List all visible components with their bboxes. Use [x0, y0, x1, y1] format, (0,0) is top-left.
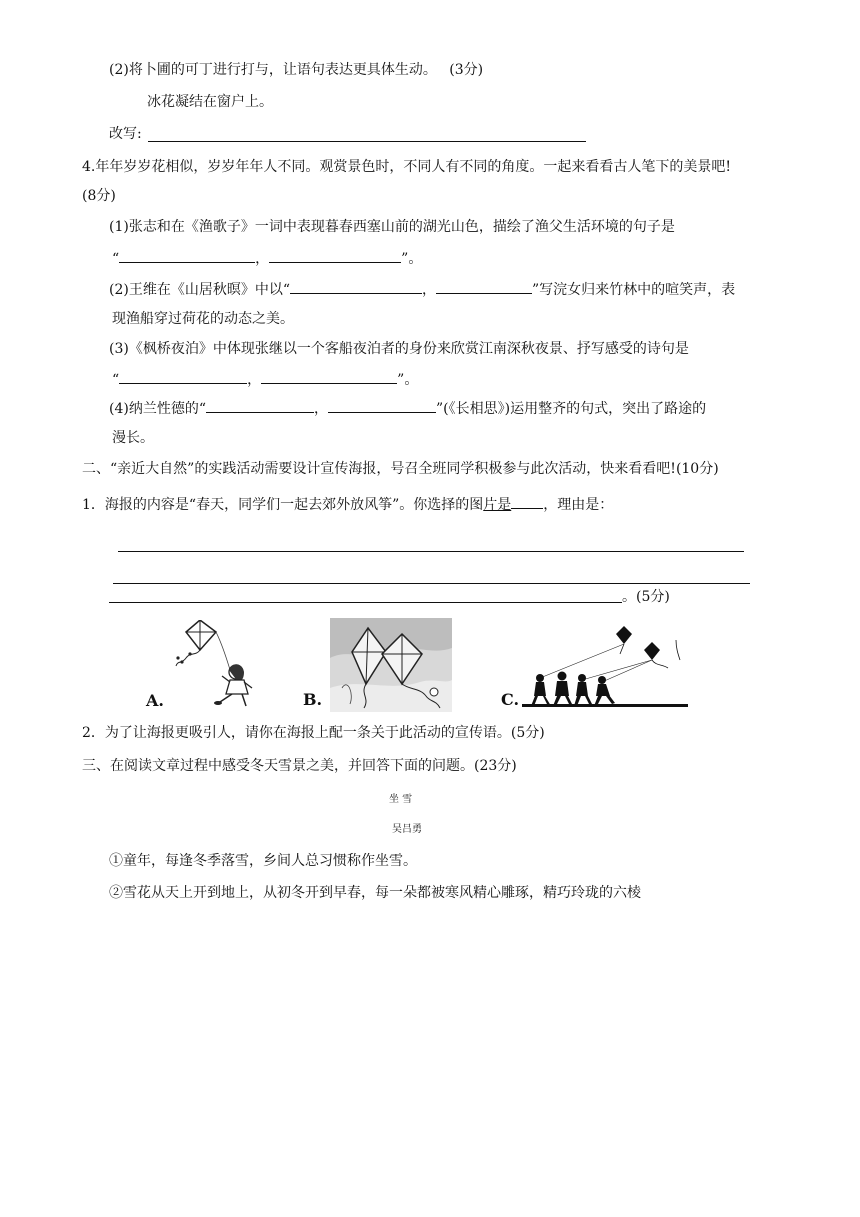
- reason-line-1[interactable]: [118, 551, 744, 552]
- q3-2-rewrite-line: [109, 124, 142, 144]
- q4-s1-blank-2[interactable]: [269, 248, 401, 263]
- rewrite-label: 改写:: [109, 126, 142, 142]
- q4-intro-2: (8分): [82, 188, 116, 204]
- reason-line-3[interactable]: [109, 602, 622, 603]
- q4-s4-blank-1[interactable]: [206, 398, 314, 413]
- q4-s4-cont: 漫长。: [112, 430, 154, 446]
- article-title: 坐 雪: [389, 794, 413, 805]
- option-c-label: C.: [501, 690, 520, 709]
- q3-2-prompt: (2)将卜圃的可丁进行打与，让语句表达更具体生动。: [109, 62, 437, 78]
- q4-s1-answer-line: “ ， ”。: [112, 248, 422, 269]
- q4-s2-blank-1[interactable]: [290, 279, 422, 294]
- q4-s2-line: (2)王维在《山居秋暝》中以“ ， ”写浣女归来竹林中的喧笑声，表: [109, 279, 735, 300]
- two-kites-image[interactable]: [330, 618, 452, 712]
- rewrite-answer-blank[interactable]: [148, 141, 586, 142]
- section3-title: 三、在阅读文章过程中感受冬天雪景之美，并回答下面的问题。(23分): [82, 758, 517, 774]
- option-b-label: B.: [303, 690, 323, 709]
- q4-intro-1: 4.年年岁岁花相似，岁岁年年人不同。观赏景色时，不同人有不同的角度。一起来看看古人笔下的美景吧!: [82, 159, 731, 175]
- q3-2-score: (3分): [449, 62, 484, 78]
- section2-q1-score: 。(5分): [622, 589, 670, 605]
- children-kites-image[interactable]: [522, 624, 688, 710]
- q4-s4-line: (4)纳兰性德的“ ， ”(《长相思》)运用整齐的句式，突出了路途的: [109, 398, 706, 419]
- q4-s1-text: (1)张志和在《渔歌子》一词中表现暮春西塞山前的湖光山色，描绘了渔父生活环境的句子是: [109, 219, 675, 235]
- q4-s2-cont: 现渔船穿过荷花的动态之美。: [112, 311, 294, 327]
- q4-s1-blank-1[interactable]: [119, 248, 255, 263]
- section2-q1-choice-blank[interactable]: [511, 494, 543, 509]
- q4-s2-blank-2[interactable]: [436, 279, 532, 294]
- article-paragraph-1: ①童年，每逢冬季落雪，乡间人总习惯称作坐雪。: [109, 853, 417, 869]
- q4-s3-text: (3)《枫桥夜泊》中体现张继以一个客船夜泊者的身份来欣赏江南深秋夜景、抒写感受的诗句是: [109, 341, 689, 357]
- article-author: 吴吕勇: [392, 824, 422, 835]
- option-a-label: A.: [146, 691, 164, 710]
- q4-s3-answer-line: “ ， ”。: [112, 369, 418, 390]
- reason-line-2[interactable]: [113, 583, 750, 584]
- section2-q2: 2．为了让海报更吸引人，请你在海报上配一条关于此活动的宣传语。(5分): [82, 725, 545, 741]
- kite-girl-image[interactable]: [170, 620, 260, 708]
- section2-q1-line: 1．海报的内容是“春天，同学们一起去郊外放风筝”。你选择的图片是 ，理由是：: [82, 494, 613, 515]
- q3-2-sentence: 冰花凝结在窗户上。: [147, 94, 273, 110]
- q4-s3-blank-1[interactable]: [119, 369, 247, 384]
- q3-2-prompt-line: [109, 60, 483, 80]
- q4-s4-blank-2[interactable]: [328, 398, 436, 413]
- section2-title: 二、“亲近大自然”的实践活动需要设计宣传海报，号召全班同学积极参与此次活动，快来看看吧!(10分): [82, 461, 719, 477]
- q4-s3-blank-2[interactable]: [261, 369, 397, 384]
- article-paragraph-2: ②雪花从天上开到地上，从初冬开到早春，每一朵都被寒风精心雕琢，精巧玲珑的六棱: [109, 885, 641, 901]
